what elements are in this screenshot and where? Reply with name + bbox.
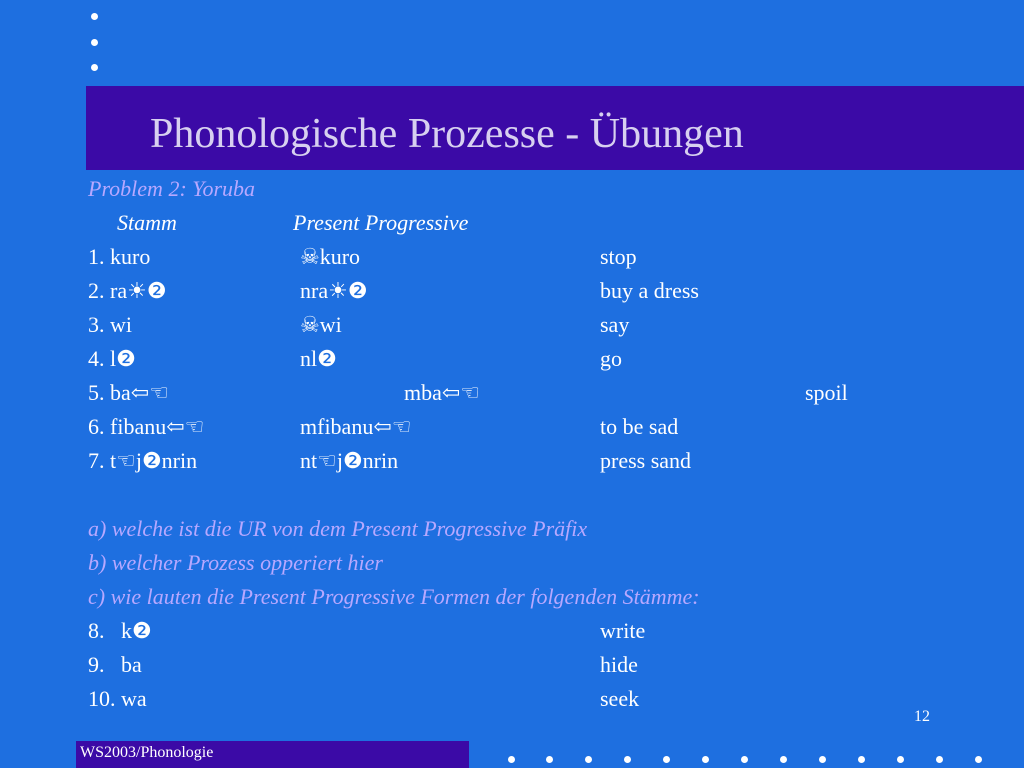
exercise-stem: 9. ba bbox=[88, 652, 142, 677]
exercise-gloss: write bbox=[600, 618, 646, 643]
decorative-dot bbox=[91, 39, 98, 46]
row-progressive: nt☜j❷nrin bbox=[300, 448, 399, 473]
exercise-gloss: hide bbox=[600, 652, 638, 677]
question-b: b) welcher Prozess opperiert hier bbox=[88, 550, 383, 575]
row-stem: 6. fibanu⇦☜ bbox=[88, 414, 205, 439]
row-stem: 1. kuro bbox=[88, 244, 151, 269]
exercise-stem: 8. k❷ bbox=[88, 618, 152, 643]
question-a: a) welche ist die UR von dem Present Progressive Präfix bbox=[88, 516, 588, 541]
column-header-stem: Stamm bbox=[117, 210, 177, 235]
slide-title: Phonologische Prozesse - Übungen bbox=[150, 111, 744, 157]
exercise-gloss: seek bbox=[600, 686, 640, 711]
decorative-dot bbox=[897, 756, 904, 763]
exercise-stem: 10. wa bbox=[88, 686, 147, 711]
row-progressive: nra☀❷ bbox=[300, 278, 368, 303]
row-progressive: nl❷ bbox=[300, 346, 337, 371]
decorative-dot bbox=[741, 756, 748, 763]
decorative-dot bbox=[624, 756, 631, 763]
decorative-dot bbox=[91, 13, 98, 20]
footer-label: WS2003/Phonologie bbox=[80, 744, 214, 761]
decorative-dot bbox=[585, 756, 592, 763]
row-stem: 4. l❷ bbox=[88, 346, 136, 371]
row-gloss: spoil bbox=[805, 380, 848, 405]
row-gloss: to be sad bbox=[600, 414, 679, 439]
row-progressive: ☠kuro bbox=[300, 244, 361, 269]
row-gloss: buy a dress bbox=[600, 278, 699, 303]
row-gloss: press sand bbox=[600, 448, 692, 473]
row-stem: 7. t☜j❷nrin bbox=[88, 448, 198, 473]
row-gloss: say bbox=[600, 312, 630, 337]
column-header-progressive: Present Progressive bbox=[293, 210, 469, 235]
row-progressive: ☠wi bbox=[300, 312, 342, 337]
row-gloss: stop bbox=[600, 244, 637, 269]
question-c: c) wie lauten die Present Progressive Formen der folgenden Stämme: bbox=[88, 584, 700, 609]
row-progressive: mfibanu⇦☜ bbox=[300, 414, 412, 439]
row-stem: 5. ba⇦☜ bbox=[88, 380, 169, 405]
row-gloss: go bbox=[600, 346, 622, 371]
row-stem: 2. ra☀❷ bbox=[88, 278, 167, 303]
row-stem: 3. wi bbox=[88, 312, 132, 337]
row-progressive: mba⇦☜ bbox=[404, 380, 481, 405]
decorative-dot bbox=[975, 756, 982, 763]
decorative-dot bbox=[780, 756, 787, 763]
problem-label: Problem 2: Yoruba bbox=[88, 176, 256, 201]
decorative-dot bbox=[702, 756, 709, 763]
decorative-dot bbox=[546, 756, 553, 763]
decorative-dot bbox=[936, 756, 943, 763]
decorative-dot bbox=[663, 756, 670, 763]
decorative-dot bbox=[508, 756, 515, 763]
decorative-dot bbox=[91, 64, 98, 71]
decorative-dot bbox=[819, 756, 826, 763]
page-number: 12 bbox=[914, 708, 930, 725]
decorative-dot bbox=[858, 756, 865, 763]
